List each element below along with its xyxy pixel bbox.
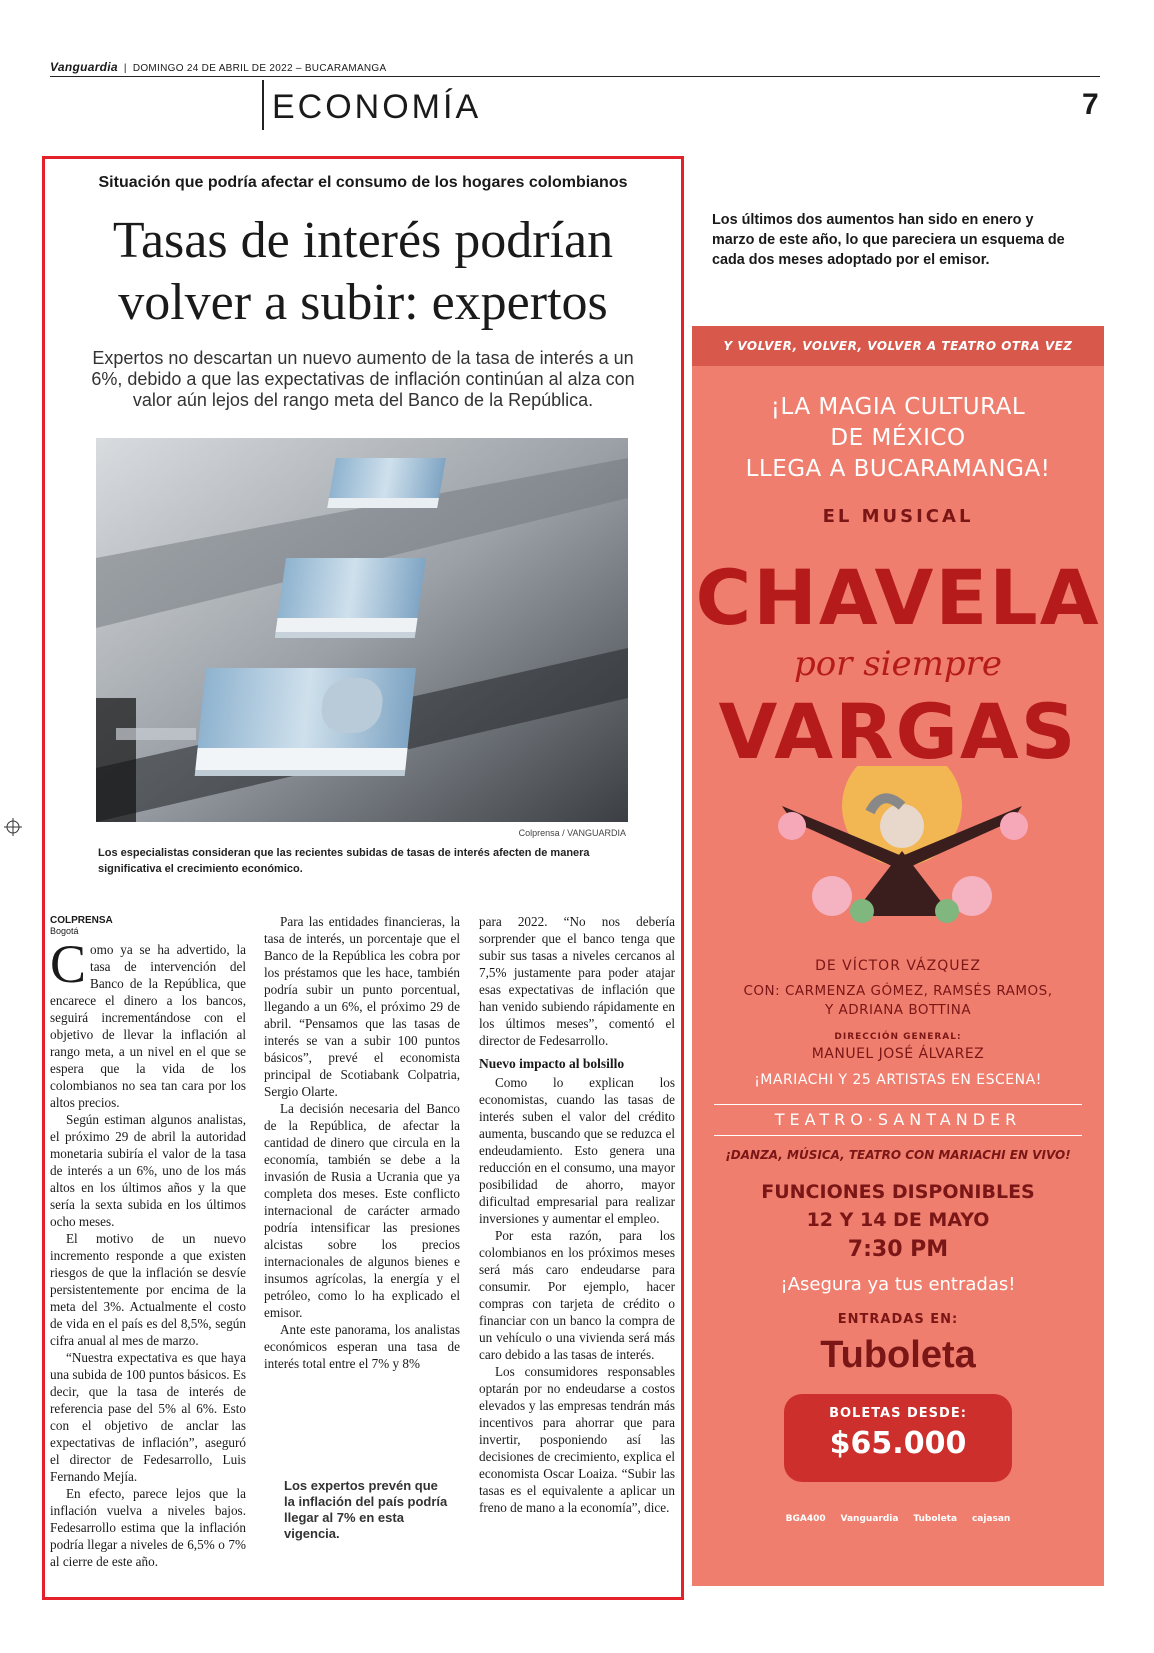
side-quote: Los últimos dos aumentos han sido en enero y marzo de este año, lo que pareciera un esquema de cada dos meses adoptado por el emisor. [712,212,1065,268]
ad-tickets-label: ENTRADAS EN: [837,1312,959,1327]
ad-time: 7:30 PM [847,1237,949,1262]
theatre-advertisement[interactable] [692,326,1104,1586]
crop-mark-icon [4,818,22,836]
ad-funciones: FUNCIONES DISPONIBLES [761,1181,1035,1203]
paragraph-1: Como ya se ha advertido, la tasa de intervención del Banco de la República, que encarece el dinero a los bancos, seguirá incrementándose con el objetivo de llevar la inflación al rango meta, a un nivel en el que se espera que la vida de los colombianos no sea tan cara por los altos precios. [50,934,246,1110]
ad-dance-line: ¡DANZA, MÚSICA, TEATRO CON MARIACHI EN VIVO! [725,1148,1071,1162]
photo-caption: Los especialistas consideran que las recientes subidas de tasas de interés afecten de manera significativa el crecimiento económico. [98,847,590,875]
ad-call-to-action: ¡Asegura ya tus entradas! [780,1274,1016,1295]
ad-sponsor-strip [702,1514,1094,1568]
ad-director-label: DIRECCIÓN GENERAL: [834,1032,962,1042]
section-divider [262,80,264,130]
paragraph-8: Ante este panorama, los analistas económicos esperan una tasa de interés total entre el 7% y 8% [264,1322,460,1371]
tuboleta-logo[interactable]: Tuboleta [820,1334,976,1376]
ad-dates: 12 Y 14 DE MAYO [806,1209,990,1231]
singer-illustration-icon [752,766,1052,926]
ad-title-por-siempre: por siempre [793,644,1003,684]
paragraph-7: La decisión necesaria del Banco de la República, de afectar la cantidad de dinero que circula en la economía, también se debe a la invasión de Rusia a Ucrania que ya completa dos meses. Este conflicto internacional de carácter armado podría intensificar las presiones alcistas sobre los precios internacionales de algunos bienes e insumos agrícolas, la energía y el petróleo, como lo ha explicado el emisor. [264,1101,460,1320]
pull-quote: Los expertos prevén que la inflación del país podría llegar al 7% en esta vigencia. [284,1478,448,1541]
ad-price-label: BOLETAS DESDE: [829,1406,967,1421]
byline-place: Bogotá [50,926,79,936]
masthead: Vanguardia | DOMINGO 24 DE ABRIL DE 2022 – BUCARAMANGA [50,60,1100,77]
masthead-brand: Vanguardia [50,60,118,74]
ad-title-vargas: VARGAS [718,687,1078,776]
paragraph-4: “Nuestra expectativa es que haya una subida de 100 puntos básicos. Es decir, que la tasa de interés de referencia pase del 5% al 6%. Esto con el objetivo de anclar las expectativas de inflación”, aseguró el director de Fedesarrollo, Luis Fernando Mejía. [50,1350,246,1484]
byline: COLPRENSA [50,915,113,926]
ad-director: MANUEL JOSÉ ÁLVAREZ [811,1046,985,1062]
paragraph-9: para 2022. “No nos debería sorprender que el banco tenga que subir sus tasas a niveles cercanos al 7,5% justamente para poder atajar esas expectativas de inflación que han venido subiendo rápidamente en los últimos meses”, comentó el director de Fedesarrollo. [479,914,675,1048]
ad-headline: ¡LA MAGIA CULTURAL DE MÉXICO LLEGA A BUCARAMANGA! [745,394,1051,482]
paragraph-2: Según estiman algunos analistas, el próximo 29 de abril la autoridad monetaria subiría el valor de la tasa de interés a un 6%, uno de los más altos en los últimos años y la que sería la sexta subida en los últimos ocho meses. [50,1112,246,1229]
photo-credit: Colprensa / VANGUARDIA [518,828,626,838]
ad-author: DE VÍCTOR VÁZQUEZ [815,958,981,974]
sponsor-logo: Vanguardia [840,1514,899,1524]
sponsor-logo: Tuboleta [913,1514,958,1524]
paragraph-11: Por esta razón, para los colombianos en los próximos meses será más caro endeudarse para consumir. Por ejemplo, hacer compras con tarjeta de crédito o financiar con un banco la compra de un vehículo o una vivienda será más caro debido a las tasas de interés. [479,1228,675,1362]
sponsor-logo: cajasan [971,1514,1011,1524]
article-kicker: Situación que podría afectar el consumo de los hogares colombianos [98,174,628,191]
paragraph-12: Los consumidores responsables optarán por no endeudarse a costos elevados y las empresas tendrán más incentivos para ahorrar que para invertir, posponiendo así las decisiones de crecimiento, explica el economista Oscar Loaiza. “Subir las tasas es el equivalente a aplicar un freno de mano a la economía”, dice. [479,1364,675,1515]
paragraph-3: El motivo de un nuevo incremento responde a que existen riesgos de que la inflación se desvíe persistentemente por encima de la meta del 3%. Actualmente el costo de vida en el país es del 8,5%, según cifra anual al mes de marzo. [50,1231,246,1348]
paragraph-5: En efecto, parece lejos que la inflación vuelva a niveles bajos. Fedesarrollo estima que la inflación podría llegar a niveles de 6,5% o 7% al cierre de este año. [50,1486,246,1569]
article-dek: Expertos no descartan un nuevo aumento de la tasa de interés a un 6%, debido a que las expectativas de inflación continúan al alza con valor aún lejos del rango meta del Banco de la República. [91,348,635,410]
section-title: ECONOMÍA [272,88,482,126]
ad-banner: Y VOLVER, VOLVER, VOLVER A TEATRO OTRA VEZ [692,326,1104,366]
ad-price: $65.000 [829,1426,967,1461]
headline-line-2: volver a subir: expertos [118,274,608,331]
ad-musical-label: EL MUSICAL [822,506,974,527]
ad-mariachi-line: ¡MARIACHI Y 25 ARTISTAS EN ESCENA! [754,1072,1042,1088]
masthead-date: DOMINGO 24 DE ABRIL DE 2022 – BUCARAMANGA [132,63,387,74]
page-number: 7 [1082,88,1099,121]
paragraph-6: Para las entidades financieras, la tasa de interés, un porcentaje que el Banco de la República les cobra por los préstamos que les hace, también podría subir un punto porcentual, llegando a un 6%, el próximo 29 de abril. “Pensamos que las tasas de interés se van a subir 100 puntos básicos”, prevé el economista principal de Scotiabank Colpatria, Sergio Olarte. [264,914,460,1099]
banknotes-photo [96,438,628,822]
article-subhead: Nuevo impacto al bolsillo [479,1056,625,1071]
ad-title-chavela: CHAVELA [695,553,1101,642]
drop-cap: C [50,934,87,994]
article-headline [60,210,666,334]
paragraph-10: Como lo explican los economistas, cuando las tasas de interés suben el valor del crédito aumenta, buscando que se reduzca el endeudamiento. Esto genera una reducción en el consumo, una mayor posibilidad de ahorro, mayor dificultad empresarial para realizar inversiones y aumentar el empleo. [479,1075,675,1226]
article-column-2 [264,913,460,1372]
article-column-1 [50,915,246,1570]
sponsor-logo: BGA400 [785,1514,826,1524]
ad-venue: TEATRO·SANTANDER [714,1104,1082,1136]
article-column-3 [479,913,675,1516]
headline-line-1: Tasas de interés podrían [112,212,614,269]
ad-cast: CON: CARMENZA GÓMEZ, RAMSÉS RAMOS, Y ADRIANA BOTTINA [743,983,1053,1018]
